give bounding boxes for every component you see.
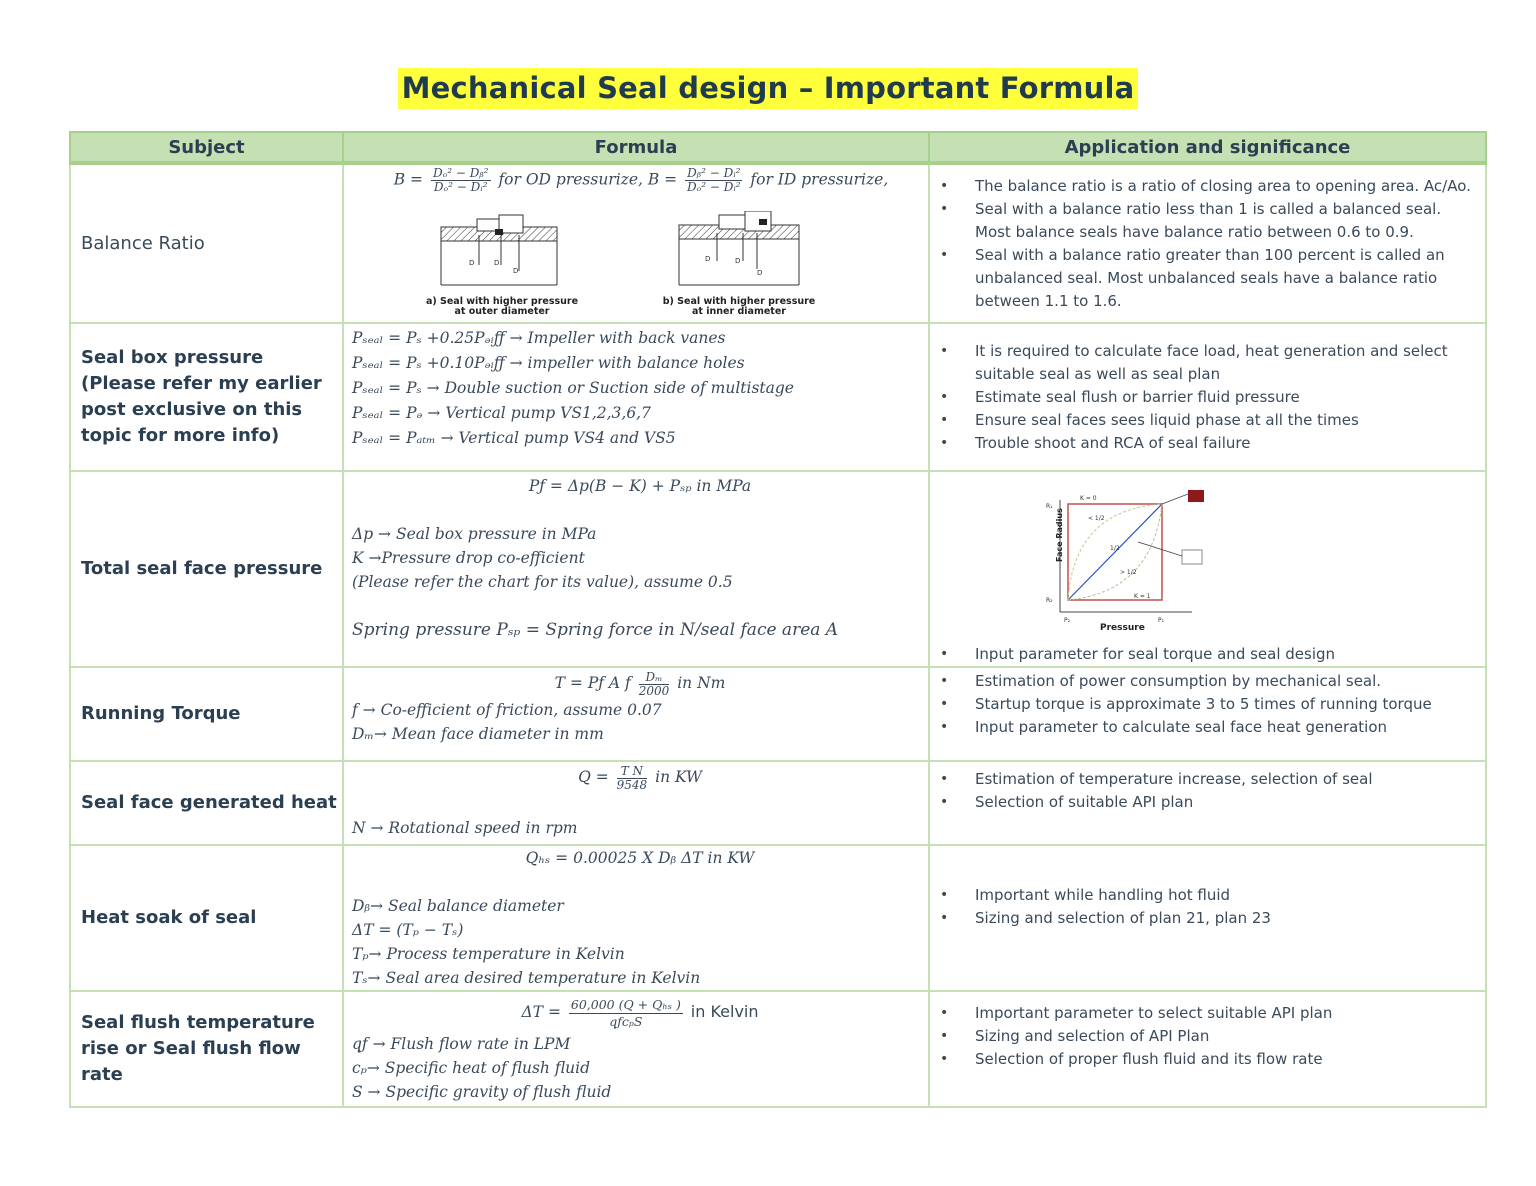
- list-item: • Estimation of power consumption by mechanical seal.: [930, 670, 1473, 693]
- header-subject: Subject: [70, 132, 343, 163]
- heat-soak-formulas: Qₕₛ = 0.00025 X Dᵦ ΔT in KW Dᵦ→ Seal balance diameter ΔT = (Tₚ − Tₛ) Tₚ→ Process temperature in Kelvin Tₛ→ Seal area desired temperature in Kelvin: [352, 849, 755, 987]
- chart-label-p1: P₁: [1158, 617, 1165, 624]
- torque-formulas: T = Pƒ A f $\frac{\text{Dₘ}}{2000}$ in Nm f → Co-efficient of friction, assume 0.07 Dₘ→ Mean face diameter in mm: [344, 668, 928, 746]
- table-row: [70, 163, 1486, 323]
- list-item: • Estimate seal flush or barrier fluid pressure: [930, 386, 1473, 409]
- formula-cell: [343, 845, 929, 991]
- subject-cell: Running Torque: [70, 667, 343, 761]
- subject-cell: Seal flush temperature rise or Seal flush flow rate: [70, 991, 343, 1107]
- subject-cell: Seal face generated heat: [70, 761, 343, 845]
- list-item: • Seal with a balance ratio less than 1 is called a balanced seal. Most balance seals have balance ratio between 0.6 to 0.9.: [930, 198, 1473, 244]
- subject-cell: Seal box pressure (Please refer my earlier post exclusive on this topic for more info): [70, 323, 343, 471]
- chart-label-gt12: > 1/2: [1120, 569, 1137, 576]
- application-cell: [929, 667, 1486, 761]
- chart-label-k0: K = 0: [1080, 495, 1097, 502]
- table-row: [70, 667, 1486, 761]
- table-row: [70, 323, 1486, 471]
- pressure-distribution-chart: [1022, 480, 1222, 640]
- id-fraction: $\frac{\text{Dᵦ² − Dᵢ²}}{\text{Dₒ² − Dᵢ²}}$: [686, 166, 741, 194]
- seal-box-formulas: Pₛₑₐₗ = Pₛ +0.25Pₔᵢƒƒ → Impeller with back vanes Pₛₑₐₗ = Pₛ +0.10Pₔᵢƒƒ → impeller with balance holes Pₛₑₐₗ = Pₛ → Double suction or Suction side of multistage Pₛₑₐₗ = Pₔ → Vertical pump VS1,2,3,6,7 Pₛₑₐₗ = Pₐₜₘ → Vertical pump VS4 and VS5: [352, 329, 794, 447]
- list-item: • Trouble shoot and RCA of seal failure: [930, 432, 1473, 455]
- balance-formula: B = $\frac{\text{Dₒ² − Dᵦ²}}{\text{Dₒ² − Dᵢ²}}$ for OD pressurize, B = $\frac{\text{Dᵦ² − Dᵢ²}}{\text{Dₒ² − Dᵢ²}}$ for ID pressurize,: [393, 166, 889, 194]
- chart-label-k1: K = 1: [1134, 593, 1151, 600]
- formula-cell: [343, 667, 929, 761]
- application-cell: [929, 323, 1486, 471]
- list-item: • Input parameter for seal torque and seal design: [930, 643, 1473, 666]
- od-fraction: $\frac{\text{Dₒ² − Dᵦ²}}{\text{Dₒ² − Dᵢ²}}$: [432, 166, 489, 194]
- list-item: • Selection of proper flush fluid and its flow rate: [930, 1048, 1473, 1071]
- page-title: Mechanical Seal design – Important Formula: [398, 68, 1139, 109]
- formula-cell: [343, 471, 929, 667]
- application-cell: [929, 163, 1486, 323]
- formula-cell: [343, 991, 929, 1107]
- svg-text:D: D: [757, 269, 763, 277]
- table-row: [70, 845, 1486, 991]
- svg-text:D: D: [494, 259, 500, 267]
- table-row: [70, 761, 1486, 845]
- application-list: [930, 768, 1485, 814]
- table-row: [70, 991, 1486, 1107]
- title-wrap: [0, 68, 1536, 109]
- svg-text:D: D: [705, 255, 711, 263]
- table-row: [70, 471, 1486, 667]
- seal-id-diagram: [677, 211, 801, 291]
- heat-formulas: Q = $\frac{\text{T N}}{9548}$ in KW N → Rotational speed in rpm: [344, 762, 928, 840]
- flush-equation: ΔT = $\frac{\text{60,000 (Q + Qₕₛ )}}{\text{qƒcₚS}}$ in Kelvin: [521, 996, 759, 1029]
- chart-label-eq12: 1/2: [1110, 545, 1120, 552]
- chart-ylabel: Face Radius: [1055, 508, 1064, 562]
- caption-b: b) Seal with higher pressure at inner diameter: [662, 296, 816, 317]
- list-item: • Important while handling hot fluid: [930, 884, 1473, 907]
- subject-cell: Balance Ratio: [70, 163, 343, 323]
- header-application: Application and significance: [929, 132, 1486, 163]
- application-cell: [929, 991, 1486, 1107]
- application-list: [930, 1002, 1485, 1071]
- list-item: • Sizing and selection of plan 21, plan 23: [930, 907, 1473, 930]
- total-face-pressure-formulas: Pƒ = Δp(B − K) + Pₛₚ in MPa Δp → Seal box pressure in MPa K →Pressure drop co-efficient (Please refer the chart for its value), assume 0.5 Spring pressure Pₛₚ = Spring force in N/seal face area A: [352, 477, 839, 640]
- svg-text:D: D: [513, 267, 519, 275]
- formula-table: [69, 131, 1487, 1108]
- list-item: • Important parameter to select suitable API plan: [930, 1002, 1473, 1025]
- formula-cell: [343, 323, 929, 471]
- chart-label-lt12: < 1/2: [1088, 515, 1105, 522]
- torque-equation: T = Pƒ A f $\frac{\text{Dₘ}}{2000}$ in Nm: [554, 669, 726, 698]
- caption-a: a) Seal with higher pressure at outer diameter: [425, 296, 579, 317]
- chart-label-p2: P₂: [1064, 617, 1071, 624]
- list-item: • Estimation of temperature increase, selection of seal: [930, 768, 1473, 791]
- list-item: • Startup torque is approximate 3 to 5 times of running torque: [930, 693, 1473, 716]
- application-cell: [929, 845, 1486, 991]
- list-item: • Seal with a balance ratio greater than 100 percent is called an unbalanced seal. Most unbalanced seals have a balance ratio between 1.1 to 1.6.: [930, 244, 1473, 313]
- svg-text:D: D: [735, 257, 741, 265]
- chart-xlabel: Pressure: [1100, 623, 1145, 633]
- chart-label-r2: R₂: [1046, 597, 1053, 604]
- application-list: [930, 340, 1485, 455]
- chart-label-r1: R₁: [1046, 503, 1053, 510]
- list-item: • Input parameter to calculate seal face heat generation: [930, 716, 1473, 739]
- list-item: • Ensure seal faces sees liquid phase at all the times: [930, 409, 1473, 432]
- application-cell: [929, 761, 1486, 845]
- list-item: • The balance ratio is a ratio of closing area to opening area. Ac/Ao.: [930, 175, 1473, 198]
- list-item: • Selection of suitable API plan: [930, 791, 1473, 814]
- header-formula: Formula: [343, 132, 929, 163]
- list-item: • It is required to calculate face load, heat generation and select suitable seal as well as seal plan: [930, 340, 1473, 386]
- application-cell: [929, 471, 1486, 667]
- flush-formulas: ΔT = $\frac{\text{60,000 (Q + Qₕₛ )}}{\text{qƒcₚS}}$ in Kelvin qƒ → Flush flow rate in LPM cₚ→ Specific heat of flush fluid S → Specific gravity of flush fluid: [344, 992, 928, 1104]
- formula-cell: [343, 163, 929, 323]
- heat-equation: Q = $\frac{\text{T N}}{9548}$ in KW: [578, 763, 702, 792]
- list-item: • Sizing and selection of API Plan: [930, 1025, 1473, 1048]
- formula-cell: [343, 761, 929, 845]
- application-list: [930, 643, 1485, 666]
- application-list: [930, 175, 1485, 313]
- seal-od-diagram: [439, 213, 559, 291]
- application-list: [930, 884, 1485, 930]
- subject-cell: Total seal face pressure: [70, 471, 343, 667]
- subject-cell: Heat soak of seal: [70, 845, 343, 991]
- application-list: [930, 670, 1485, 739]
- table-header-row: [70, 132, 1486, 163]
- svg-text:D: D: [469, 259, 475, 267]
